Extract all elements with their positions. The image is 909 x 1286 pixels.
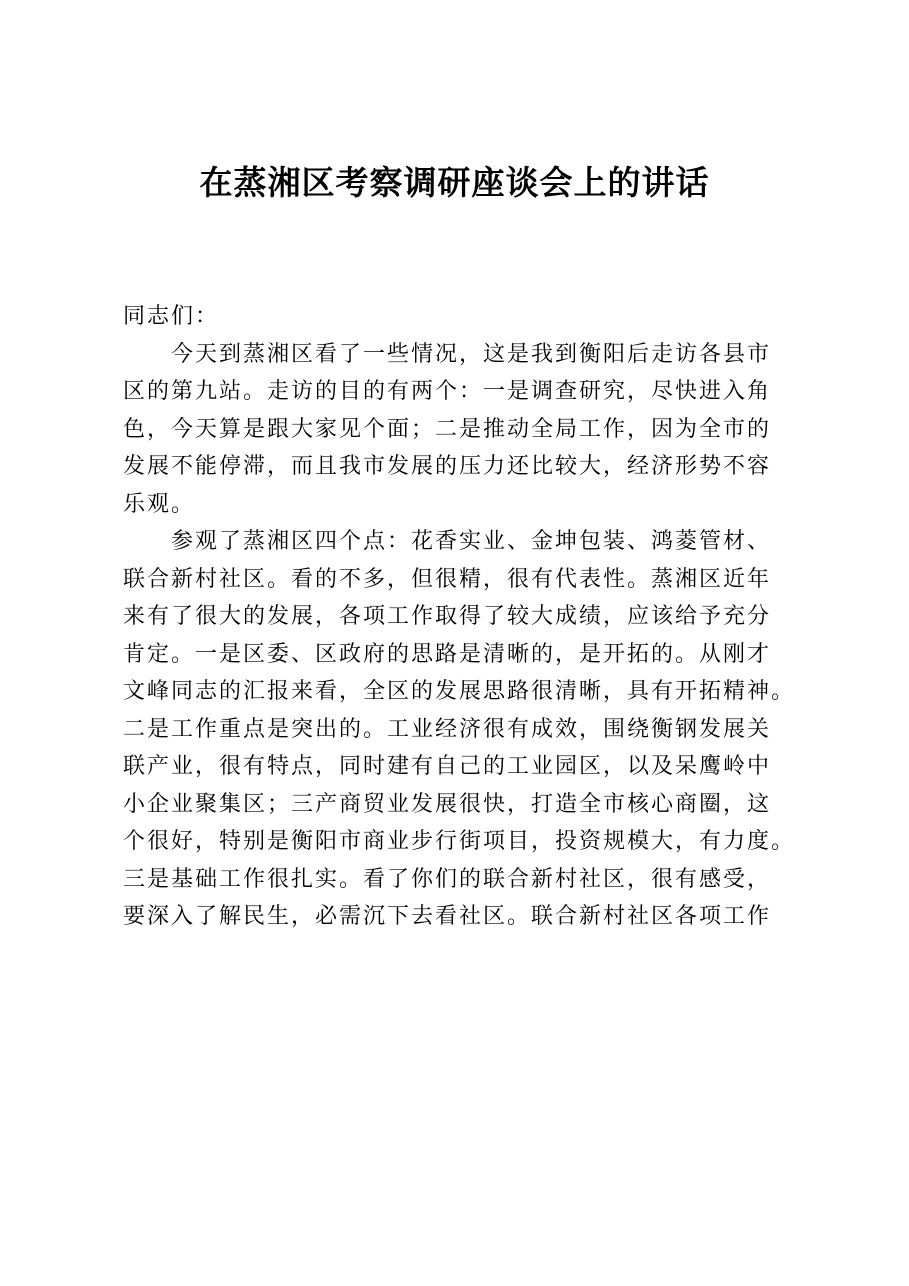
paragraph-line: 小企业聚集区；三产商贸业发展很快，打造全市核心商圈，这 [123, 791, 772, 817]
paragraph-line: 参观了蒸湘区四个点：花香实业、金坤包装、鸿菱管材、 [171, 529, 772, 554]
paragraph-line: 三是基础工作很扎实。看了你们的联合新村社区，很有感受， [123, 866, 772, 892]
paragraph-line: 来有了很大的发展，各项工作取得了较大成绩，应该给予充分 [123, 604, 772, 629]
paragraph-line: 二是工作重点是突出的。工业经济很有成效，围绕衡钢发展关 [123, 716, 772, 742]
paragraph-line: 联合新村社区。看的不多，但很精，很有代表性。蒸湘区近年 [123, 566, 772, 592]
document-title: 在蒸湘区考察调研座谈会上的讲话 [199, 163, 710, 202]
document-body [123, 298, 813, 936]
paragraph-line: 个很好，特别是衡阳市商业步行街项目，投资规模大，有力度。 [123, 829, 796, 854]
paragraph-line: 要深入了解民生，必需沉下去看社区。联合新村社区各项工作 [123, 904, 772, 929]
paragraph-line: 发展不能停滞，而且我市发展的压力还比较大，经济形势不容 [123, 454, 772, 479]
salutation-line: 同志们： [123, 304, 220, 329]
paragraph-line: 色，今天算是跟大家见个面；二是推动全局工作，因为全市的 [123, 416, 772, 442]
paragraph-line: 文峰同志的汇报来看，全区的发展思路很清晰，具有开拓精神。 [123, 679, 796, 704]
paragraph-line: 乐观。 [123, 491, 196, 517]
paragraph-line: 联产业，很有特点，同时建有自己的工业园区，以及呆鹰岭中 [123, 754, 772, 779]
paragraph-line: 区的第九站。走访的目的有两个：一是调查研究，尽快进入角 [123, 379, 772, 404]
paragraph-line: 肯定。一是区委、区政府的思路是清晰的，是开拓的。从刚才 [123, 641, 772, 667]
paragraph-line: 今天到蒸湘区看了一些情况，这是我到衡阳后走访各县市 [171, 341, 772, 367]
